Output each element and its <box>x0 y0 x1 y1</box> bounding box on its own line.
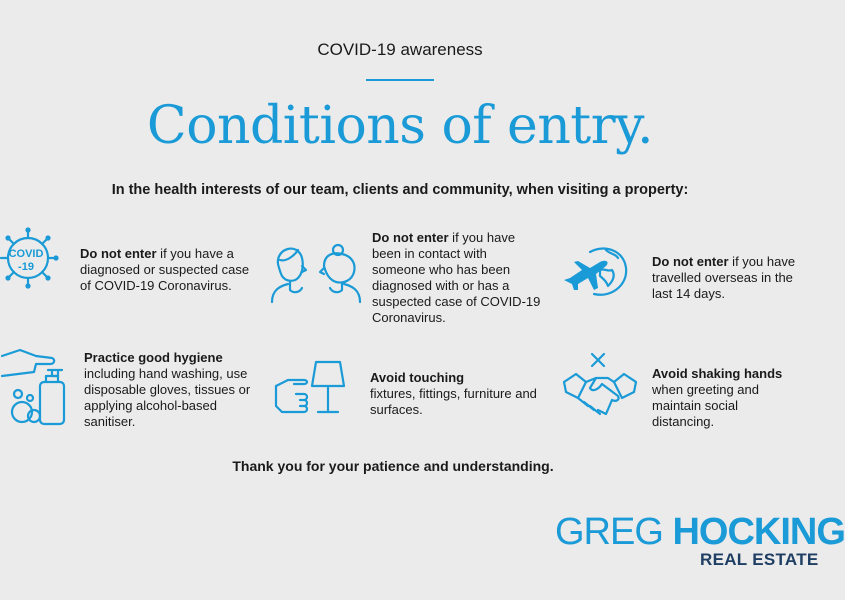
condition-lead: Avoid shaking hands <box>652 366 783 381</box>
condition-text <box>80 246 250 294</box>
condition-text <box>84 350 254 430</box>
title-underline <box>366 79 434 81</box>
covid-icon-number: -19 <box>18 261 34 273</box>
brand-logo <box>555 511 845 554</box>
plane-globe-icon <box>560 240 632 300</box>
thanks-text: Thank you for your patience and understanding. <box>232 458 554 474</box>
condition-body: if you have travelled overseas in the last 14 days. <box>652 254 796 301</box>
hand-lamp-icon <box>274 358 354 418</box>
no-handshake-icon <box>562 352 638 424</box>
page-title: Conditions of entry. <box>146 96 654 156</box>
covid-awareness-label: COVID-19 awareness <box>317 40 483 59</box>
condition-body: if you have been in contact with someone who has been diagnosed with or has a suspected case of COVID-19 Coronavirus. <box>372 230 541 325</box>
condition-body: including hand washing, use disposable gloves, tissues or applying alcohol-based sanitiser. <box>84 366 251 429</box>
condition-lead: Do not enter <box>80 246 157 261</box>
intro-text: In the health interests of our team, clients and community, when visiting a property: <box>111 182 689 198</box>
condition-text <box>372 230 542 326</box>
condition-lead: Avoid touching <box>370 370 465 385</box>
condition-body: if you have a diagnosed or suspected case of COVID-19 Coronavirus. <box>80 246 250 293</box>
people-faces-icon <box>268 240 364 306</box>
condition-body: fixtures, fittings, furniture and surfaces. <box>370 386 537 417</box>
hand-washing-icon <box>0 346 70 428</box>
condition-lead: Do not enter <box>372 230 449 245</box>
condition-lead: Do not enter <box>652 254 729 269</box>
brand-name-light: GREG <box>555 511 673 553</box>
condition-text <box>370 370 540 418</box>
condition-text <box>652 254 802 302</box>
covid-icon-text: COVID <box>8 248 44 260</box>
condition-lead: Practice good hygiene <box>84 350 223 365</box>
covid-virus-icon <box>0 226 64 290</box>
condition-text <box>652 366 812 430</box>
brand-subtitle: REAL ESTATE <box>700 550 819 569</box>
brand-name-bold: HOCKING <box>672 511 845 553</box>
condition-body: when greeting and maintain social distancing. <box>652 382 759 429</box>
